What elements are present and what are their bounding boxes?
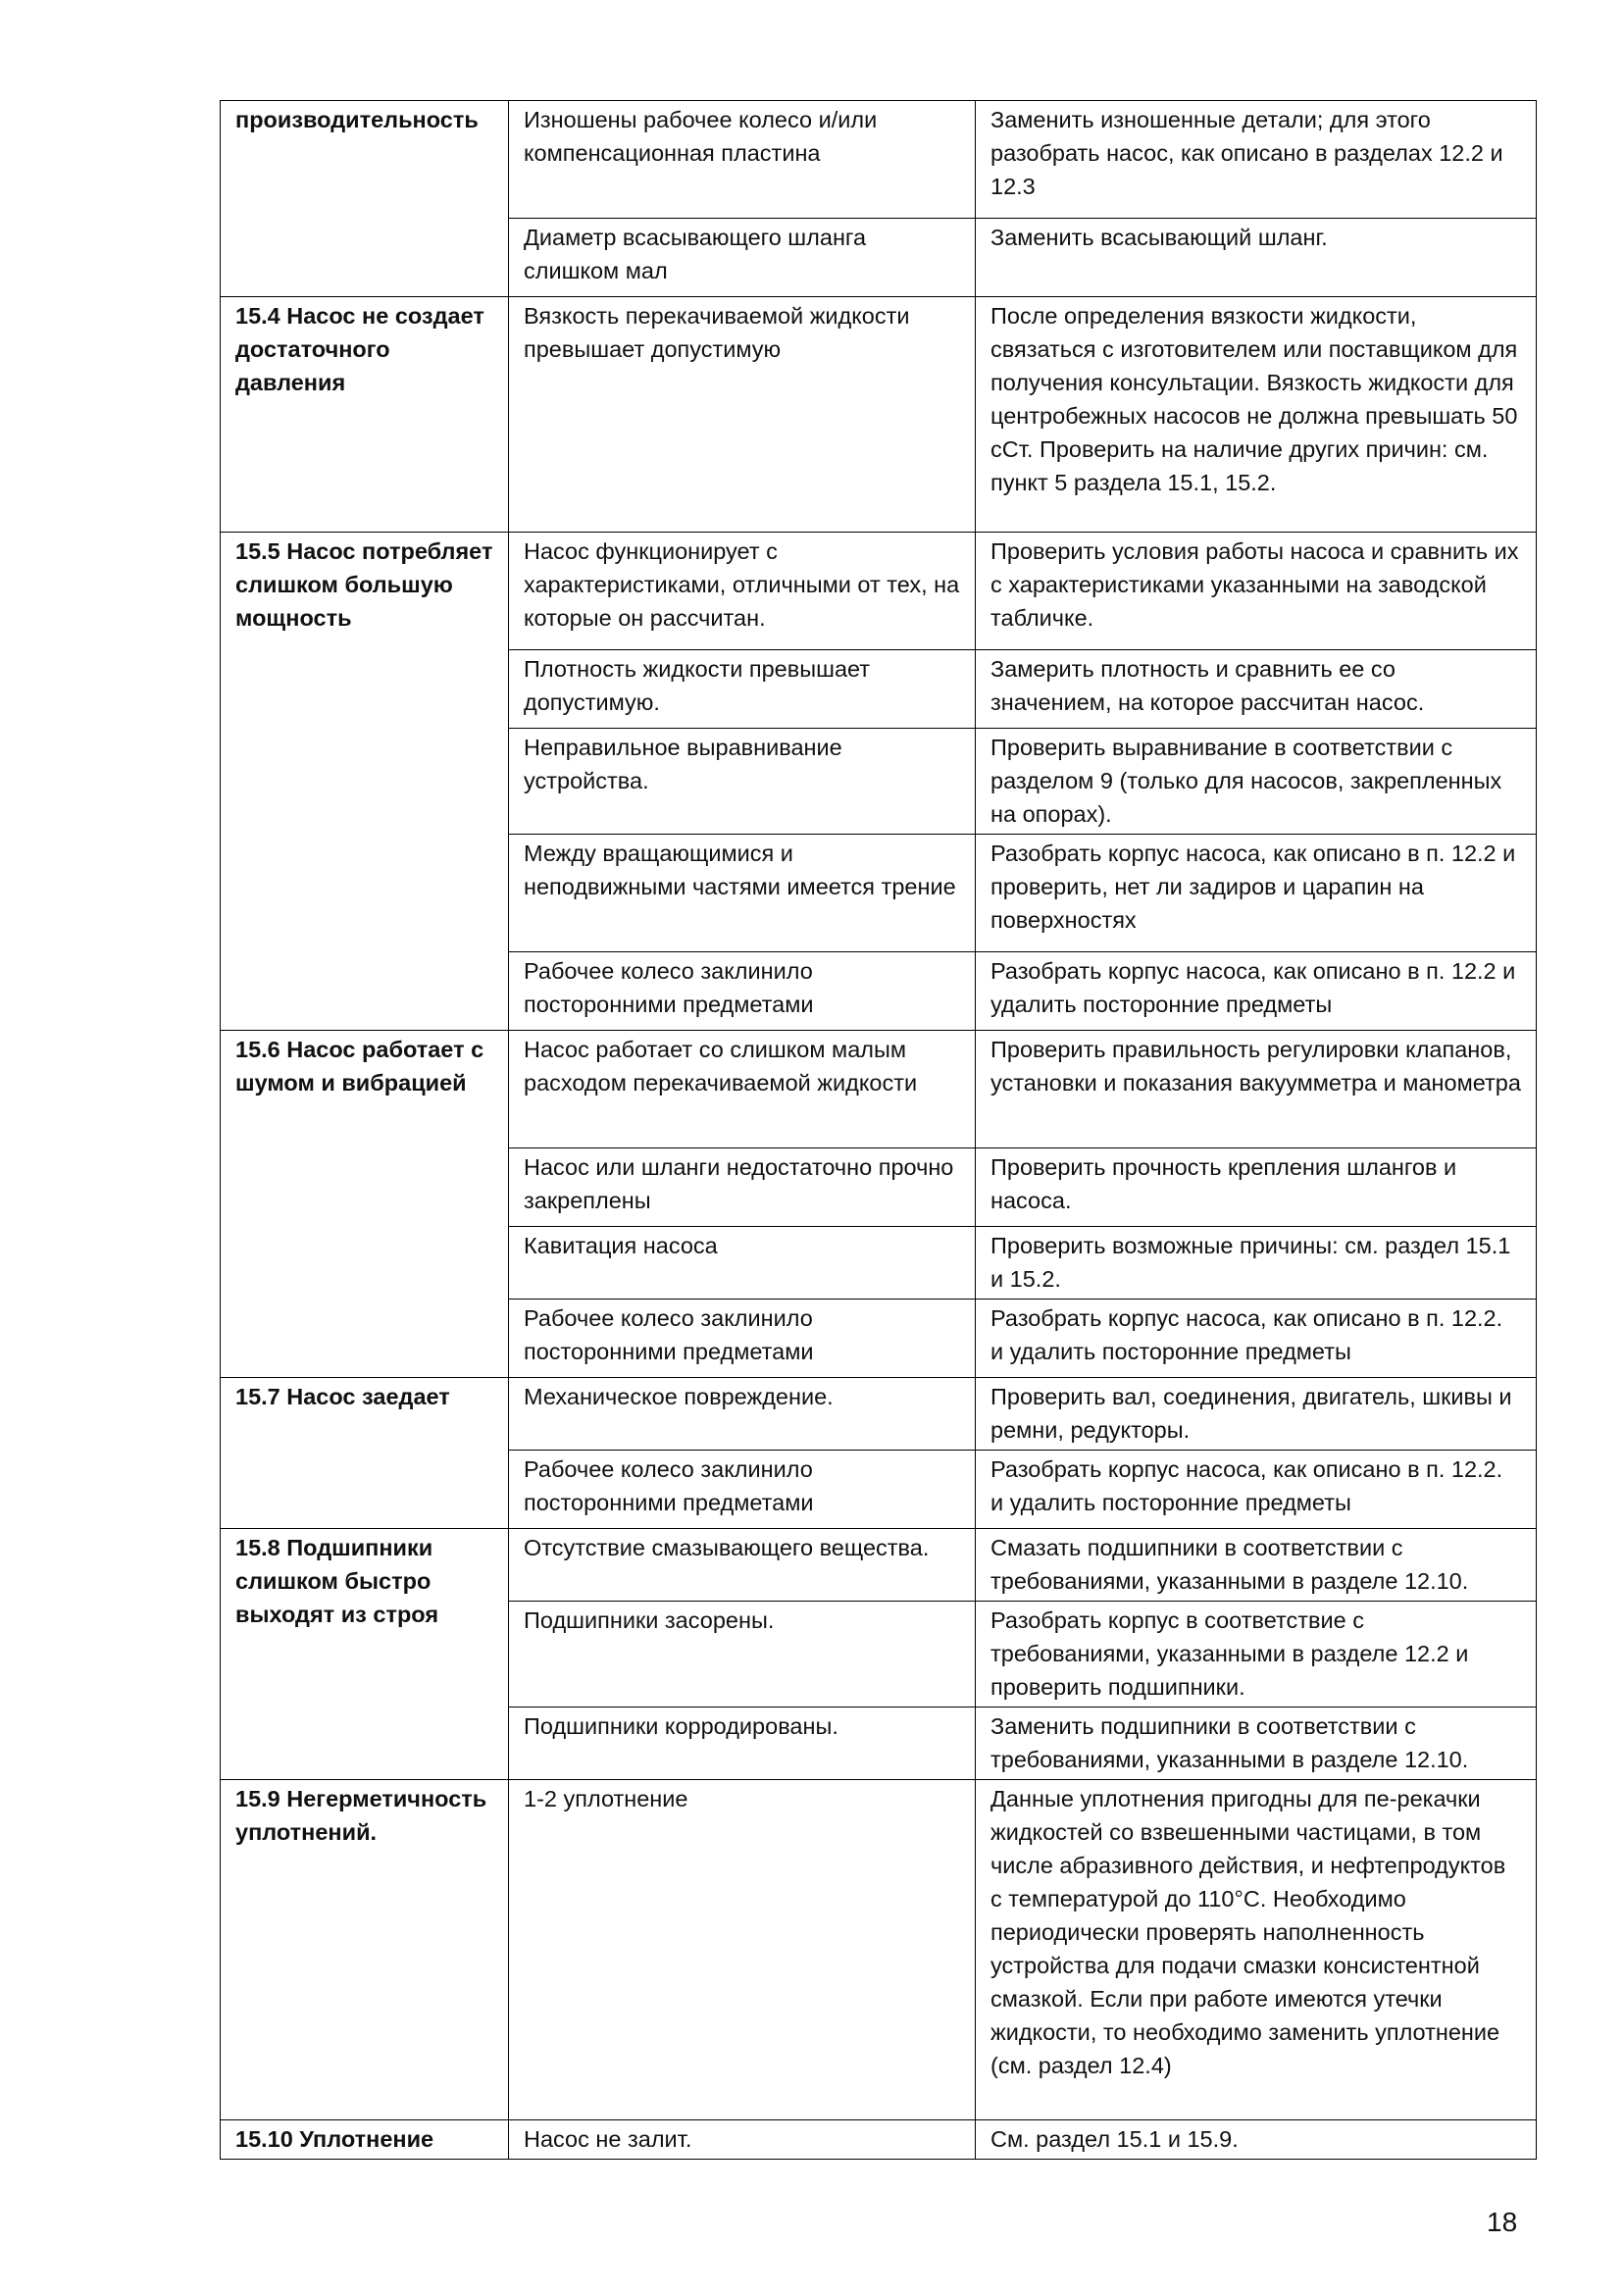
remedy-cell: Смазать подшипники в соответствии с требованиями, указанными в разделе 12.10. <box>976 1529 1537 1602</box>
table-row <box>221 297 1537 533</box>
cause-cell: Плотность жидкости превышает допустимую. <box>509 650 976 729</box>
table-row <box>221 1031 1537 1148</box>
remedy-cell: Разобрать корпус насоса, как описано в п. 12.2 и удалить посторонние предметы <box>976 952 1537 1031</box>
remedy-cell: Данные уплотнения пригодны для пе-рекачки жидкостей со взвешенными частицами, в том числе абразивного действия, и нефтепродуктов с температурой до 110°С. Необходимо периодически проверять наполненность устройства для подачи смазки консистентной смазкой. Если при работе имеются утечки жидкости, то необходимо заменить уплотнение (см. раздел 12.4) <box>976 1780 1537 2120</box>
remedy-cell: См. раздел 15.1 и 15.9. <box>976 2120 1537 2160</box>
cause-cell: Насос работает со слишком малым расходом перекачиваемой жидкости <box>509 1031 976 1148</box>
cause-cell: Насос функционирует с характеристиками, отличными от тех, на которые он рассчитан. <box>509 533 976 650</box>
remedy-cell: Проверить возможные причины: см. раздел 15.1 и 15.2. <box>976 1227 1537 1300</box>
remedy-cell: Проверить правильность регулировки клапанов, установки и показания вакуумметра и манометра <box>976 1031 1537 1148</box>
problem-cell: 15.8 Подшипники слишком быстро выходят из строя <box>221 1529 509 1780</box>
remedy-cell: Разобрать корпус в соответствие с требованиями, указанными в разделе 12.2 и проверить подшипники. <box>976 1602 1537 1708</box>
cause-cell: 1-2 уплотнение <box>509 1780 976 2120</box>
remedy-cell: Разобрать корпус насоса, как описано в п. 12.2. и удалить посторонние предметы <box>976 1451 1537 1529</box>
table-row <box>221 101 1537 219</box>
table-row <box>221 1529 1537 1602</box>
cause-cell: Рабочее колесо заклинило посторонними предметами <box>509 1300 976 1378</box>
remedy-cell: Разобрать корпус насоса, как описано в п. 12.2. и удалить посторонние предметы <box>976 1300 1537 1378</box>
cause-cell: Между вращающимися и неподвижными частями имеется трение <box>509 835 976 952</box>
remedy-cell: Заменить изношенные детали; для этого разобрать насос, как описано в разделах 12.2 и 12.3 <box>976 101 1537 219</box>
remedy-cell: Проверить условия работы насоса и сравнить их с характеристиками указанными на заводской табличке. <box>976 533 1537 650</box>
remedy-cell: Заменить всасывающий шланг. <box>976 219 1537 297</box>
problem-cell: производительность <box>221 101 509 297</box>
cause-cell: Изношены рабочее колесо и/или компенсационная пластина <box>509 101 976 219</box>
cause-cell: Рабочее колесо заклинило посторонними предметами <box>509 1451 976 1529</box>
cause-cell: Насос не залит. <box>509 2120 976 2160</box>
problem-cell: 15.5 Насос потребляет слишком большую мощность <box>221 533 509 1031</box>
problem-cell: 15.10 Уплотнение <box>221 2120 509 2160</box>
table-row <box>221 2120 1537 2160</box>
cause-cell: Подшипники засорены. <box>509 1602 976 1708</box>
cause-cell: Диаметр всасывающего шланга слишком мал <box>509 219 976 297</box>
cause-cell: Неправильное выравнивание устройства. <box>509 729 976 835</box>
table-row <box>221 1378 1537 1451</box>
remedy-cell: Заменить подшипники в соответствии с требованиями, указанными в разделе 12.10. <box>976 1708 1537 1780</box>
remedy-cell: Замерить плотность и сравнить ее со значением, на которое рассчитан насос. <box>976 650 1537 729</box>
cause-cell: Подшипники корродированы. <box>509 1708 976 1780</box>
remedy-cell: После определения вязкости жидкости, связаться с изготовителем или поставщиком для получения консультации. Вязкость жидкости для центробежных насосов не должна превышать 50 сСт. Проверить на наличие других причин: см. пункт 5 раздела 15.1, 15.2. <box>976 297 1537 533</box>
troubleshooting-table <box>220 100 1537 2160</box>
problem-cell: 15.6 Насос работает с шумом и вибрацией <box>221 1031 509 1378</box>
table-row <box>221 533 1537 650</box>
problem-cell: 15.4 Насос не создает достаточного давления <box>221 297 509 533</box>
remedy-cell: Разобрать корпус насоса, как описано в п. 12.2 и проверить, нет ли задиров и царапин на поверхностях <box>976 835 1537 952</box>
cause-cell: Кавитация насоса <box>509 1227 976 1300</box>
cause-cell: Рабочее колесо заклинило посторонними предметами <box>509 952 976 1031</box>
remedy-cell: Проверить прочность крепления шлангов и насоса. <box>976 1148 1537 1227</box>
cause-cell: Механическое повреждение. <box>509 1378 976 1451</box>
cause-cell: Вязкость перекачиваемой жидкости превышает допустимую <box>509 297 976 533</box>
table-row <box>221 1780 1537 2120</box>
problem-cell: 15.7 Насос заедает <box>221 1378 509 1529</box>
problem-cell: 15.9 Негерметичность уплотнений. <box>221 1780 509 2120</box>
remedy-cell: Проверить вал, соединения, двигатель, шкивы и ремни, редукторы. <box>976 1378 1537 1451</box>
page-number: 18 <box>1487 2207 1518 2237</box>
cause-cell: Отсутствие смазывающего вещества. <box>509 1529 976 1602</box>
remedy-cell: Проверить выравнивание в соответствии с разделом 9 (только для насосов, закрепленных на опорах). <box>976 729 1537 835</box>
cause-cell: Насос или шланги недостаточно прочно закреплены <box>509 1148 976 1227</box>
